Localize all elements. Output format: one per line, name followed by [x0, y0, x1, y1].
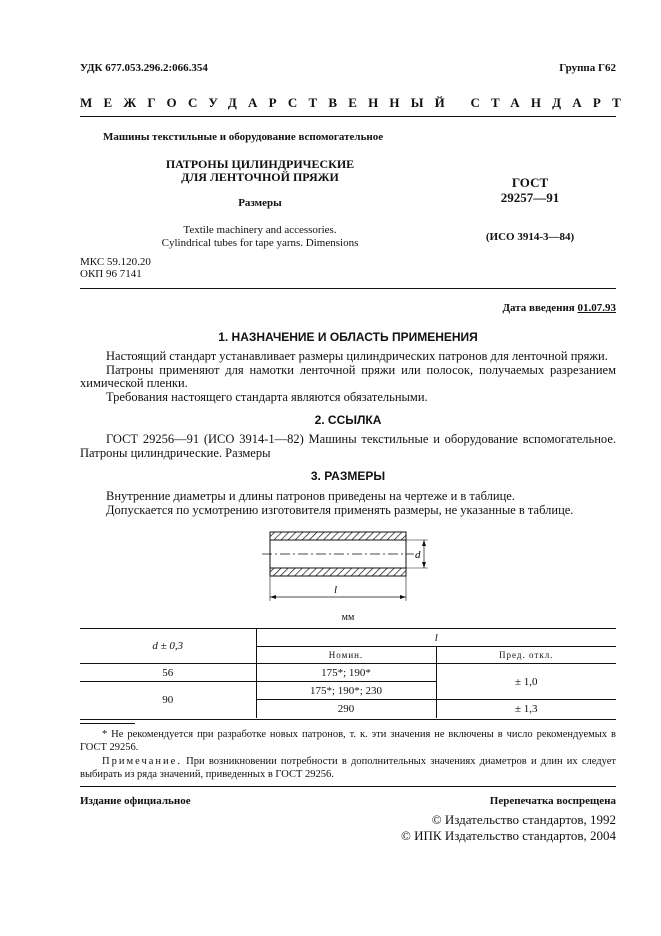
cell-tolerance: ± 1,0 — [436, 664, 616, 700]
header-nominal: Номин. — [256, 647, 436, 664]
group-code: Группа Г62 — [559, 62, 616, 74]
cell-tolerance: ± 1,3 — [436, 700, 616, 718]
iso-reference: (ИСО 3914-3—84) — [485, 231, 575, 243]
section-3-paragraph: Допускается по усмотрению изготовителя применять размеры, не указанные в таблице. — [106, 502, 574, 517]
cell-d: 90 — [80, 682, 256, 718]
gost-designation — [460, 175, 600, 205]
table-row — [80, 664, 616, 682]
introduction-date — [502, 302, 616, 314]
intro-date-value: 01.07.93 — [577, 302, 616, 314]
copyright-line: © Издательство стандартов, 1992 — [431, 812, 616, 827]
section-1-body — [80, 350, 616, 404]
dimension-arrow — [422, 540, 426, 546]
dimension-arrow — [422, 562, 426, 568]
copyright-line: © ИПК Издательство стандартов, 2004 — [401, 828, 616, 843]
table-header-row — [80, 629, 616, 647]
title-divider — [80, 288, 616, 289]
cell-nominal: 290 — [256, 700, 436, 718]
section-3-title: 3. РАЗМЕРЫ — [310, 469, 386, 483]
section-1-paragraph: Требования настоящего стандарта являются обязательными. — [106, 389, 428, 404]
cell-d: 56 — [80, 664, 256, 682]
section-1-title: 1. НАЗНАЧЕНИЕ И ОБЛАСТЬ ПРИМЕНЕНИЯ — [218, 330, 478, 344]
section-2-paragraph: ГОСТ 29256—91 (ИСО 3914-1—82) Машины текстильные и оборудование вспомогательное. Патроны цилиндрические. Размеры — [80, 432, 616, 460]
title-line-1: ПАТРОНЫ ЦИЛИНДРИЧЕСКИЕ — [165, 157, 355, 171]
classification-codes — [80, 256, 151, 280]
note-block — [80, 756, 616, 781]
note-paragraph — [80, 756, 616, 781]
section-3-paragraph: Внутренние диаметры и длины патронов приведены на чертеже и в таблице. — [106, 489, 515, 503]
standard-banner: МЕЖГОСУДАРСТВЕННЫЙ СТАНДАРТ — [80, 95, 633, 110]
section-1-paragraph: Патроны применяют для намотки ленточной пряжи или полосок, получаемых разрезанием химической пленки. — [80, 362, 616, 391]
table-bottom-rule — [80, 719, 616, 720]
dimensions-table — [80, 628, 616, 718]
official-edition: Издание официальное — [80, 795, 191, 807]
dimension-arrow — [270, 595, 276, 599]
tube-drawing — [260, 525, 440, 605]
length-label: l — [334, 584, 338, 596]
cell-nominal: 175*; 190* — [256, 664, 436, 682]
copyright-block — [401, 812, 616, 844]
mks-code: МКС 59.120.20 — [80, 256, 151, 268]
tube-wall-bottom — [270, 568, 406, 576]
section-3-body — [80, 490, 616, 517]
document-subtitle: Размеры — [238, 197, 282, 209]
gost-number: 29257—91 — [500, 190, 560, 205]
okp-code: ОКП 96 7141 — [80, 268, 142, 280]
diameter-label: d — [415, 549, 421, 561]
gost-label: ГОСТ — [511, 175, 549, 190]
note-label: Примечание. — [102, 756, 182, 767]
section-2-body — [80, 433, 616, 460]
english-line-1: Textile machinery and accessories. — [183, 224, 337, 236]
footer-divider — [80, 786, 616, 787]
dimension-arrow — [400, 595, 406, 599]
note-text: При возникновении потребности в дополнительных значениях диаметров и длин их следует выбирать из ряда значений, приведенных в ГОСТ 29256. — [80, 756, 616, 780]
intro-label: Дата введения — [502, 302, 575, 314]
tube-wall-top — [270, 532, 406, 540]
udk-code: УДК 677.053.296.2:066.354 — [80, 62, 208, 74]
section-1-paragraph: Настоящий стандарт устанавливает размеры цилиндрических патронов для ленточной пряжи. — [106, 349, 608, 363]
reprint-notice: Перепечатка воспрещена — [489, 795, 616, 807]
section-2-title: 2. ССЫЛКА — [314, 413, 382, 427]
header-d: d ± 0,3 — [80, 629, 256, 664]
footnote-star — [80, 729, 616, 754]
header-tolerance: Пред. откл. — [436, 647, 616, 664]
english-line-2: Cylindrical tubes for tape yarns. Dimensions — [161, 237, 359, 249]
cell-nominal: 175*; 190*; 230 — [256, 682, 436, 700]
document-title — [140, 158, 380, 184]
footnote-rule — [80, 723, 135, 724]
header-l: l — [256, 629, 616, 647]
title-line-2: ДЛЯ ЛЕНТОЧНОЙ ПРЯЖИ — [181, 170, 339, 184]
footnote-text: * Не рекомендуется при разработке новых патронов, т. к. эти значения не включены в число рекомендуемых в ГОСТ 29256. — [80, 729, 616, 753]
unit-label: мм — [341, 612, 355, 623]
english-title — [140, 224, 380, 250]
header-divider — [80, 116, 616, 117]
category-title: Машины текстильные и оборудование вспомогательное — [103, 131, 384, 143]
